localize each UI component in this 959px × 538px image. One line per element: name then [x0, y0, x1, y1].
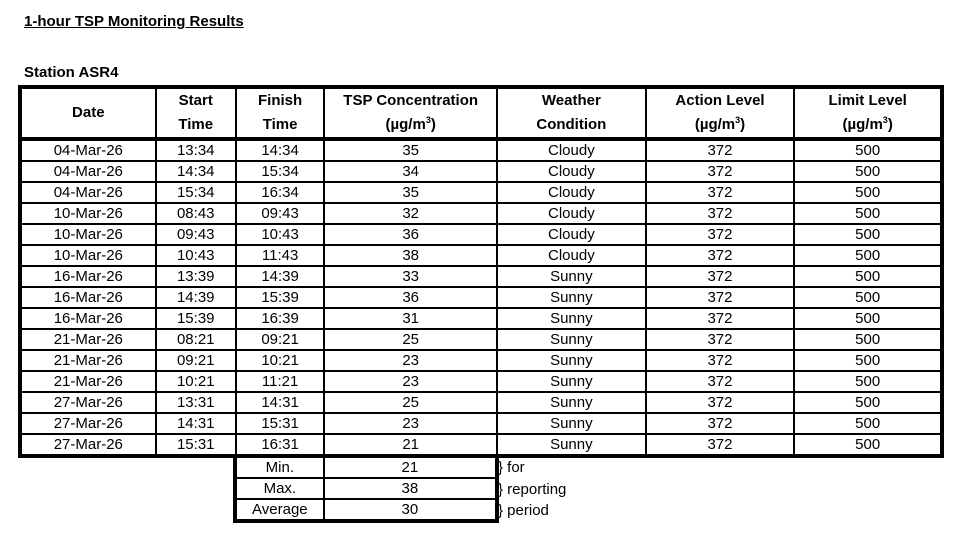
cell-finish-time: 09:21 — [236, 329, 324, 350]
summary-label: Max. — [235, 478, 324, 499]
summary-label: Average — [235, 499, 324, 521]
cell-start-time: 15:31 — [156, 434, 236, 456]
cell-start-time: 14:34 — [156, 161, 236, 182]
cell-action-level: 372 — [646, 161, 795, 182]
cell-action-level: 372 — [646, 266, 795, 287]
summary-note-reporting: } reporting — [498, 481, 567, 498]
cell-date: 16-Mar-26 — [20, 287, 156, 308]
cell-start-time: 09:21 — [156, 350, 236, 371]
cell-start-time: 15:34 — [156, 182, 236, 203]
cell-date: 10-Mar-26 — [20, 203, 156, 224]
cell-tsp: 38 — [324, 245, 497, 266]
cell-date: 27-Mar-26 — [20, 434, 156, 456]
cell-action-level: 372 — [646, 287, 795, 308]
cell-action-level: 372 — [646, 308, 795, 329]
cell-tsp: 34 — [324, 161, 497, 182]
cell-finish-time: 15:39 — [236, 287, 324, 308]
cell-date: 16-Mar-26 — [20, 266, 156, 287]
cell-finish-time: 14:31 — [236, 392, 324, 413]
cell-start-time: 13:31 — [156, 392, 236, 413]
cell-tsp: 36 — [324, 224, 497, 245]
cell-finish-time: 15:34 — [236, 161, 324, 182]
cell-start-time: 10:21 — [156, 371, 236, 392]
cell-weather: Sunny — [497, 413, 646, 434]
cell-date: 04-Mar-26 — [20, 161, 156, 182]
table-row — [20, 245, 942, 266]
cell-tsp: 32 — [324, 203, 497, 224]
cell-limit-level: 500 — [794, 224, 942, 245]
cell-date: 04-Mar-26 — [20, 139, 156, 161]
table-row — [20, 182, 942, 203]
cell-limit-level: 500 — [794, 329, 942, 350]
cell-action-level: 372 — [646, 329, 795, 350]
cell-weather: Sunny — [497, 371, 646, 392]
tsp-results-table — [18, 85, 944, 458]
cell-finish-time: 14:34 — [236, 139, 324, 161]
cell-tsp: 23 — [324, 350, 497, 371]
summary-note-period: } period — [498, 502, 549, 519]
cell-finish-time: 11:43 — [236, 245, 324, 266]
summary-label: Min. — [235, 457, 324, 478]
table-row — [20, 434, 942, 456]
cell-date: 04-Mar-26 — [20, 182, 156, 203]
cell-date: 27-Mar-26 — [20, 413, 156, 434]
station-label: Station ASR4 — [24, 64, 119, 81]
cell-tsp: 21 — [324, 434, 497, 456]
cell-action-level: 372 — [646, 203, 795, 224]
cell-start-time: 14:39 — [156, 287, 236, 308]
cell-limit-level: 500 — [794, 371, 942, 392]
summary-note-for: } for — [498, 459, 525, 476]
header-weather-condition: Weather Condition — [497, 87, 646, 139]
cell-limit-level: 500 — [794, 434, 942, 456]
cell-weather: Cloudy — [497, 139, 646, 161]
cell-start-time: 14:31 — [156, 413, 236, 434]
cell-weather: Sunny — [497, 287, 646, 308]
cell-weather: Cloudy — [497, 224, 646, 245]
cell-tsp: 35 — [324, 182, 497, 203]
cell-tsp: 23 — [324, 371, 497, 392]
cell-start-time: 15:39 — [156, 308, 236, 329]
cell-weather: Cloudy — [497, 182, 646, 203]
table-row — [20, 308, 942, 329]
cell-limit-level: 500 — [794, 266, 942, 287]
table-row — [20, 161, 942, 182]
cell-tsp: 35 — [324, 139, 497, 161]
table-row — [20, 392, 942, 413]
summary-table — [233, 456, 499, 523]
cell-tsp: 23 — [324, 413, 497, 434]
cell-start-time: 13:34 — [156, 139, 236, 161]
cell-date: 16-Mar-26 — [20, 308, 156, 329]
cell-action-level: 372 — [646, 139, 795, 161]
cell-limit-level: 500 — [794, 413, 942, 434]
cell-date: 10-Mar-26 — [20, 245, 156, 266]
cell-weather: Sunny — [497, 392, 646, 413]
header-row — [20, 87, 942, 139]
cell-action-level: 372 — [646, 371, 795, 392]
table-body — [20, 139, 942, 456]
summary-value: 38 — [324, 478, 497, 499]
table-row — [20, 413, 942, 434]
cell-date: 10-Mar-26 — [20, 224, 156, 245]
header-action-level: Action Level $(\mu g/m^3)$ — [646, 87, 795, 139]
cell-finish-time: 10:21 — [236, 350, 324, 371]
table-row — [20, 139, 942, 161]
cell-tsp: 36 — [324, 287, 497, 308]
cell-finish-time: 15:31 — [236, 413, 324, 434]
cell-tsp: 25 — [324, 392, 497, 413]
header-tsp-concentration: TSP Concentration $(\mu g/m^3)$ — [324, 87, 497, 139]
table-row — [20, 287, 942, 308]
cell-finish-time: 16:39 — [236, 308, 324, 329]
table-row — [20, 350, 942, 371]
cell-weather: Sunny — [497, 350, 646, 371]
header-finish-time: Finish Time — [236, 87, 324, 139]
cell-date: 21-Mar-26 — [20, 350, 156, 371]
table-row — [20, 371, 942, 392]
cell-action-level: 372 — [646, 413, 795, 434]
page-title: 1-hour TSP Monitoring Results — [24, 13, 244, 30]
cell-start-time: 13:39 — [156, 266, 236, 287]
cell-tsp: 25 — [324, 329, 497, 350]
cell-weather: Sunny — [497, 308, 646, 329]
cell-limit-level: 500 — [794, 308, 942, 329]
table-row — [20, 203, 942, 224]
cell-limit-level: 500 — [794, 392, 942, 413]
table-row — [20, 329, 942, 350]
cell-weather: Sunny — [497, 434, 646, 456]
cell-start-time: 08:21 — [156, 329, 236, 350]
cell-action-level: 372 — [646, 224, 795, 245]
cell-weather: Cloudy — [497, 245, 646, 266]
summary-value: 30 — [324, 499, 497, 521]
header-limit-level: Limit Level $(\mu g/m^3)$ — [794, 87, 942, 139]
header-date: Date — [20, 87, 156, 139]
cell-action-level: 372 — [646, 182, 795, 203]
header-start-time: Start Time — [156, 87, 236, 139]
cell-limit-level: 500 — [794, 203, 942, 224]
cell-limit-level: 500 — [794, 350, 942, 371]
cell-finish-time: 10:43 — [236, 224, 324, 245]
cell-start-time: 08:43 — [156, 203, 236, 224]
cell-action-level: 372 — [646, 392, 795, 413]
summary-row-average — [235, 499, 497, 521]
cell-finish-time: 16:34 — [236, 182, 324, 203]
cell-weather: Sunny — [497, 329, 646, 350]
cell-action-level: 372 — [646, 434, 795, 456]
cell-start-time: 10:43 — [156, 245, 236, 266]
cell-tsp: 33 — [324, 266, 497, 287]
cell-finish-time: 16:31 — [236, 434, 324, 456]
cell-finish-time: 14:39 — [236, 266, 324, 287]
cell-finish-time: 09:43 — [236, 203, 324, 224]
summary-row-max — [235, 478, 497, 499]
cell-limit-level: 500 — [794, 287, 942, 308]
cell-start-time: 09:43 — [156, 224, 236, 245]
cell-weather: Cloudy — [497, 203, 646, 224]
cell-date: 21-Mar-26 — [20, 371, 156, 392]
cell-limit-level: 500 — [794, 182, 942, 203]
table-row — [20, 224, 942, 245]
table-row — [20, 266, 942, 287]
cell-date: 27-Mar-26 — [20, 392, 156, 413]
cell-limit-level: 500 — [794, 161, 942, 182]
cell-date: 21-Mar-26 — [20, 329, 156, 350]
summary-row-min — [235, 457, 497, 478]
cell-limit-level: 500 — [794, 245, 942, 266]
cell-action-level: 372 — [646, 245, 795, 266]
cell-tsp: 31 — [324, 308, 497, 329]
cell-limit-level: 500 — [794, 139, 942, 161]
cell-weather: Cloudy — [497, 161, 646, 182]
cell-action-level: 372 — [646, 350, 795, 371]
cell-finish-time: 11:21 — [236, 371, 324, 392]
summary-value: 21 — [324, 457, 497, 478]
cell-weather: Sunny — [497, 266, 646, 287]
